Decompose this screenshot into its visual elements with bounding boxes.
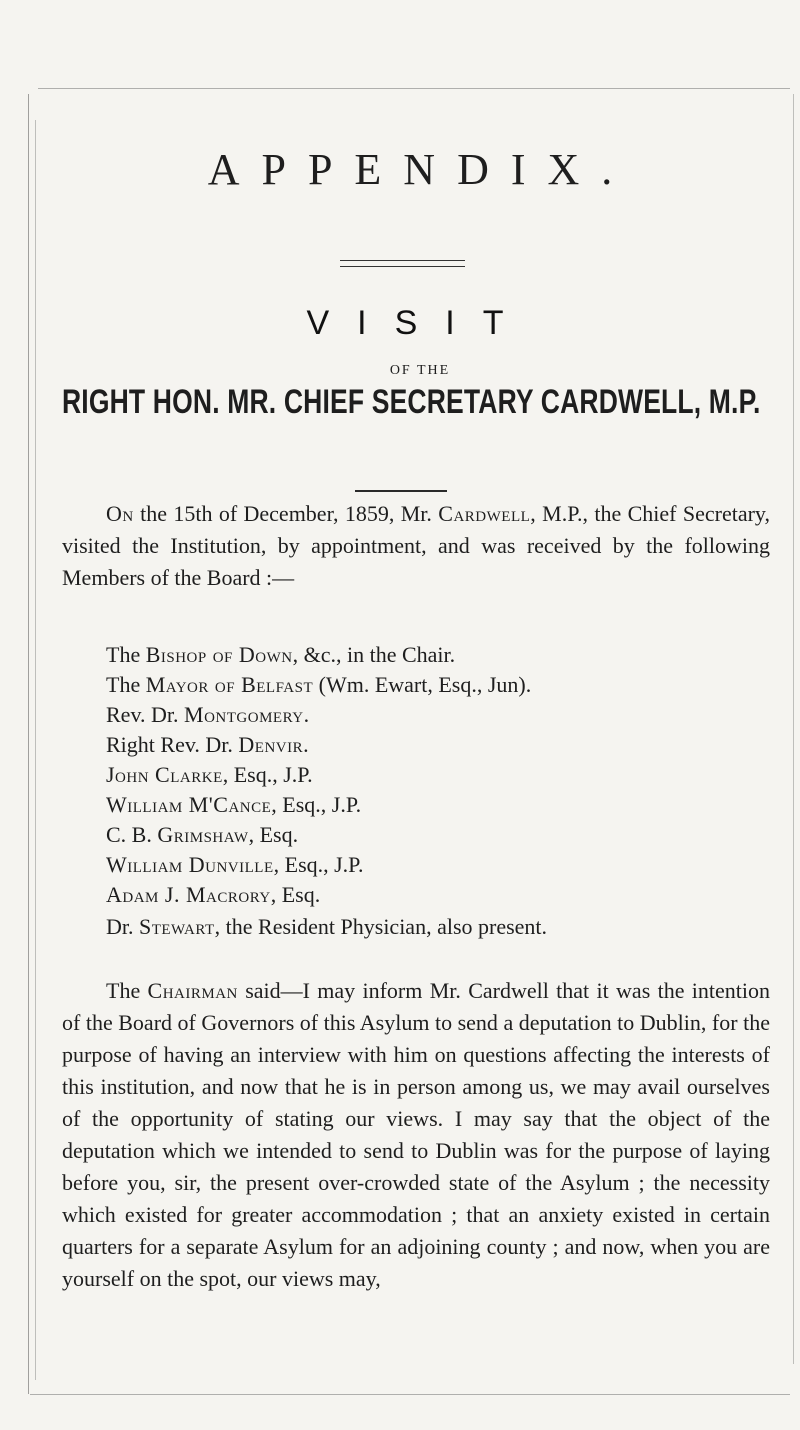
member-name: Bishop of Down — [145, 642, 293, 667]
member-prefix: The — [106, 672, 146, 697]
stewart-suffix: , the Resident Physician, also present. — [214, 914, 548, 939]
chairman-paragraph — [62, 975, 770, 1295]
stewart-paragraph — [106, 912, 786, 942]
member-suffix: , &c., in the Chair. — [292, 642, 456, 667]
member-suffix: , Esq., J.P. — [222, 762, 313, 787]
page-edge-bottom — [30, 1394, 790, 1395]
member-name: Adam J. Macrory — [106, 882, 271, 907]
intro-paragraph — [62, 498, 770, 594]
member-name: Denvir — [238, 732, 304, 757]
member-suffix: , Esq. — [270, 882, 321, 907]
intro-text-2: , M.P., the Chief Secretary, visited the Institution, by appointment, and was received by the following Members of the Board :— — [62, 501, 770, 590]
chairman-prefix: The — [106, 978, 148, 1003]
member-suffix: . — [303, 732, 309, 757]
chairman-name: Chairman — [147, 978, 238, 1003]
of-the-label: OF THE — [389, 363, 451, 378]
member-suffix: (Wm. Ewart, Esq., Jun). — [313, 672, 532, 697]
short-rule-divider — [355, 490, 447, 492]
member-name: Montgomery — [184, 702, 304, 727]
member-item — [106, 850, 766, 880]
page-edge-right — [793, 94, 794, 1364]
stewart-prefix: Dr. — [106, 914, 139, 939]
board-members-list — [106, 640, 766, 910]
chairman-speech: said—I may inform Mr. Cardwell that it was the intention of the Board of Governors of this Asylum to send a deputation to Dublin, for the purpose of having an interview with him on questions affecting the interests of this institution, and now that he is in person among us, we may avail ourselves of the opportunity of stating our views. I may say that the object of the deputation which we intended to send to Dublin was for the purpose of laying before you, sir, the present over-crowded state of the Asylum ; the necessity which existed for greater accommodation ; that an anxiety existed in certain quarters for a separate Asylum for an adjoining county ; and now, when you are yourself on the spot, our views may, — [62, 978, 770, 1291]
appendix-title: APPENDIX. — [207, 145, 635, 194]
double-rule-divider — [340, 260, 465, 267]
member-suffix: . — [303, 702, 310, 727]
member-item — [106, 730, 766, 760]
member-item — [106, 760, 766, 790]
member-prefix: C. B. — [106, 822, 158, 847]
member-name: William M'Cance — [106, 792, 272, 817]
member-item — [106, 670, 766, 700]
page-edge-top — [38, 88, 790, 89]
member-item — [106, 790, 766, 820]
intro-first-word: On — [106, 501, 134, 526]
intro-cardwell: Cardwell — [438, 501, 531, 526]
page-edge-left-outer — [28, 94, 29, 1394]
member-item — [106, 700, 766, 730]
member-suffix: , Esq., J.P. — [271, 792, 362, 817]
member-suffix: , Esq. — [248, 822, 299, 847]
member-item — [106, 880, 766, 910]
member-prefix: Rev. Dr. — [106, 702, 185, 727]
member-name: John Clarke — [106, 762, 223, 787]
section-heading: RIGHT HON. MR. CHIEF SECRETARY CARDWELL, M.P. — [62, 383, 761, 421]
member-item — [106, 820, 766, 850]
member-prefix: The — [106, 642, 146, 667]
member-name: Mayor of Belfast — [145, 672, 314, 697]
member-item — [106, 640, 766, 670]
intro-text-1: the 15th of December, 1859, Mr. — [133, 501, 439, 526]
member-suffix: , Esq., J.P. — [273, 852, 364, 877]
visit-title: VISIT — [306, 304, 532, 342]
stewart-name: Stewart — [139, 914, 215, 939]
member-prefix: Right Rev. Dr. — [106, 732, 239, 757]
member-name: William Dunville — [106, 852, 274, 877]
member-name: Grimshaw — [157, 822, 249, 847]
